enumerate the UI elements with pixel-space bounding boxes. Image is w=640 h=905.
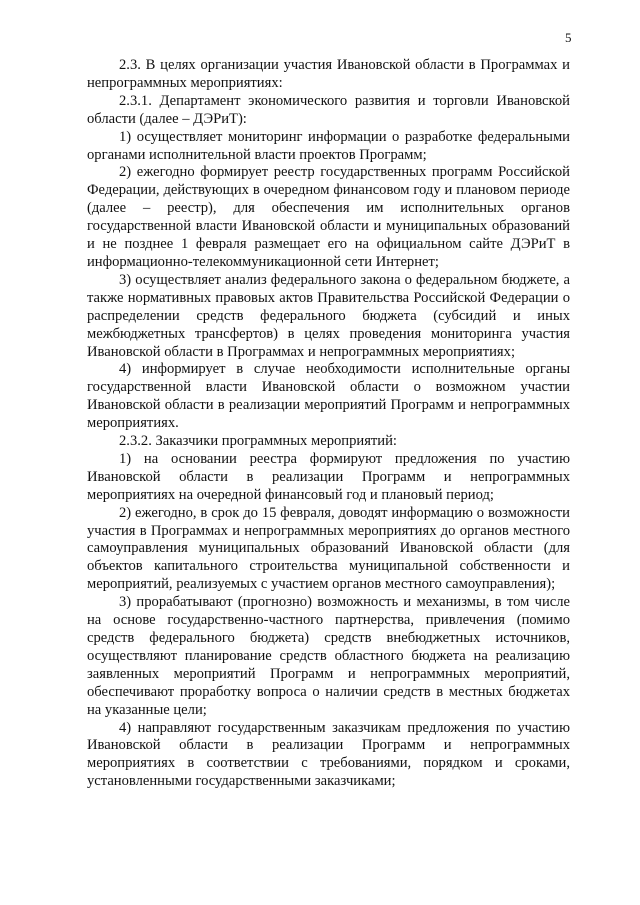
document-body <box>87 57 570 791</box>
paragraph-2-3-1: 2.3.1. Департамент экономического развития и торговли Ивановской области (далее – ДЭРиТ): <box>87 92 570 127</box>
paragraph-2-3-1-item-1: 1) осуществляет мониторинг информации о разработке федеральными органами исполнительной власти проектов Программ; <box>87 128 570 163</box>
paragraph-2-3-1-item-2: 2) ежегодно формирует реестр государственных программ Российской Федерации, действующих в очередном финансовом году и плановом периоде (далее – реестр), для обеспечения им исполнительных органов государственной власти Ивановской области и муниципальных образований и не позднее 1 февраля размещает его на официальном сайте ДЭРиТ в информационно-телекоммуникационной сети Интернет; <box>87 164 570 270</box>
paragraph-2-3-2-item-4: 4) направляют государственным заказчикам предложения по участию Ивановской области в реализации Программ и непрограммных мероприятиях в соответствии с требованиями, порядком и сроками, установленными государственными заказчиками; <box>87 719 570 790</box>
paragraph-2-3-1-item-3: 3) осуществляет анализ федерального закона о федеральном бюджете, а также нормативных правовых актов Правительства Российской Федерации о распределении средств федерального бюджета (субсидий и иных межбюджетных трансфертов) в целях проведения мониторинга участия Ивановской области в Программах и непрограммных мероприятиях; <box>87 271 570 360</box>
page-number: 5 <box>565 30 572 45</box>
paragraph-2-3-2-item-1: 1) на основании реестра формируют предложения по участию Ивановской области в реализации Программ и непрограммных мероприятиях на очередной финансовый год и плановый период; <box>87 450 570 503</box>
paragraph-2-3: 2.3. В целях организации участия Ивановской области в Программах и непрограммных мероприятиях: <box>87 57 570 91</box>
paragraph-2-3-2-item-3: 3) прорабатывают (прогнозно) возможность и механизмы, в том числе на основе государственно-частного партнерства, привлечения (помимо средств федерального бюджета) средств внебюджетных источников, осуществляют планирование средств областного бюджета на реализацию заявленных мероприятий Программ и непрограммных мероприятий, обеспечивают проработку вопроса о наличии средств в местных бюджетах на указанные цели; <box>87 594 570 718</box>
paragraph-2-3-2: 2.3.2. Заказчики программных мероприятий: <box>119 433 397 450</box>
paragraph-2-3-1-item-4: 4) информирует в случае необходимости исполнительные органы государственной власти Ивановской области о возможном участии Ивановской области в реализации мероприятий Программ и непрограммных мероприятиях. <box>87 361 570 432</box>
paragraph-2-3-2-item-2: 2) ежегодно, в срок до 15 февраля, доводят информацию о возможности участия в Программах и непрограммных мероприятиях до органов местного самоуправления муниципальных образований Ивановской области (для объектов капитального строительства муниципальной собственности и мероприятий, реализуемых с участием органов местного самоуправления); <box>87 504 570 593</box>
